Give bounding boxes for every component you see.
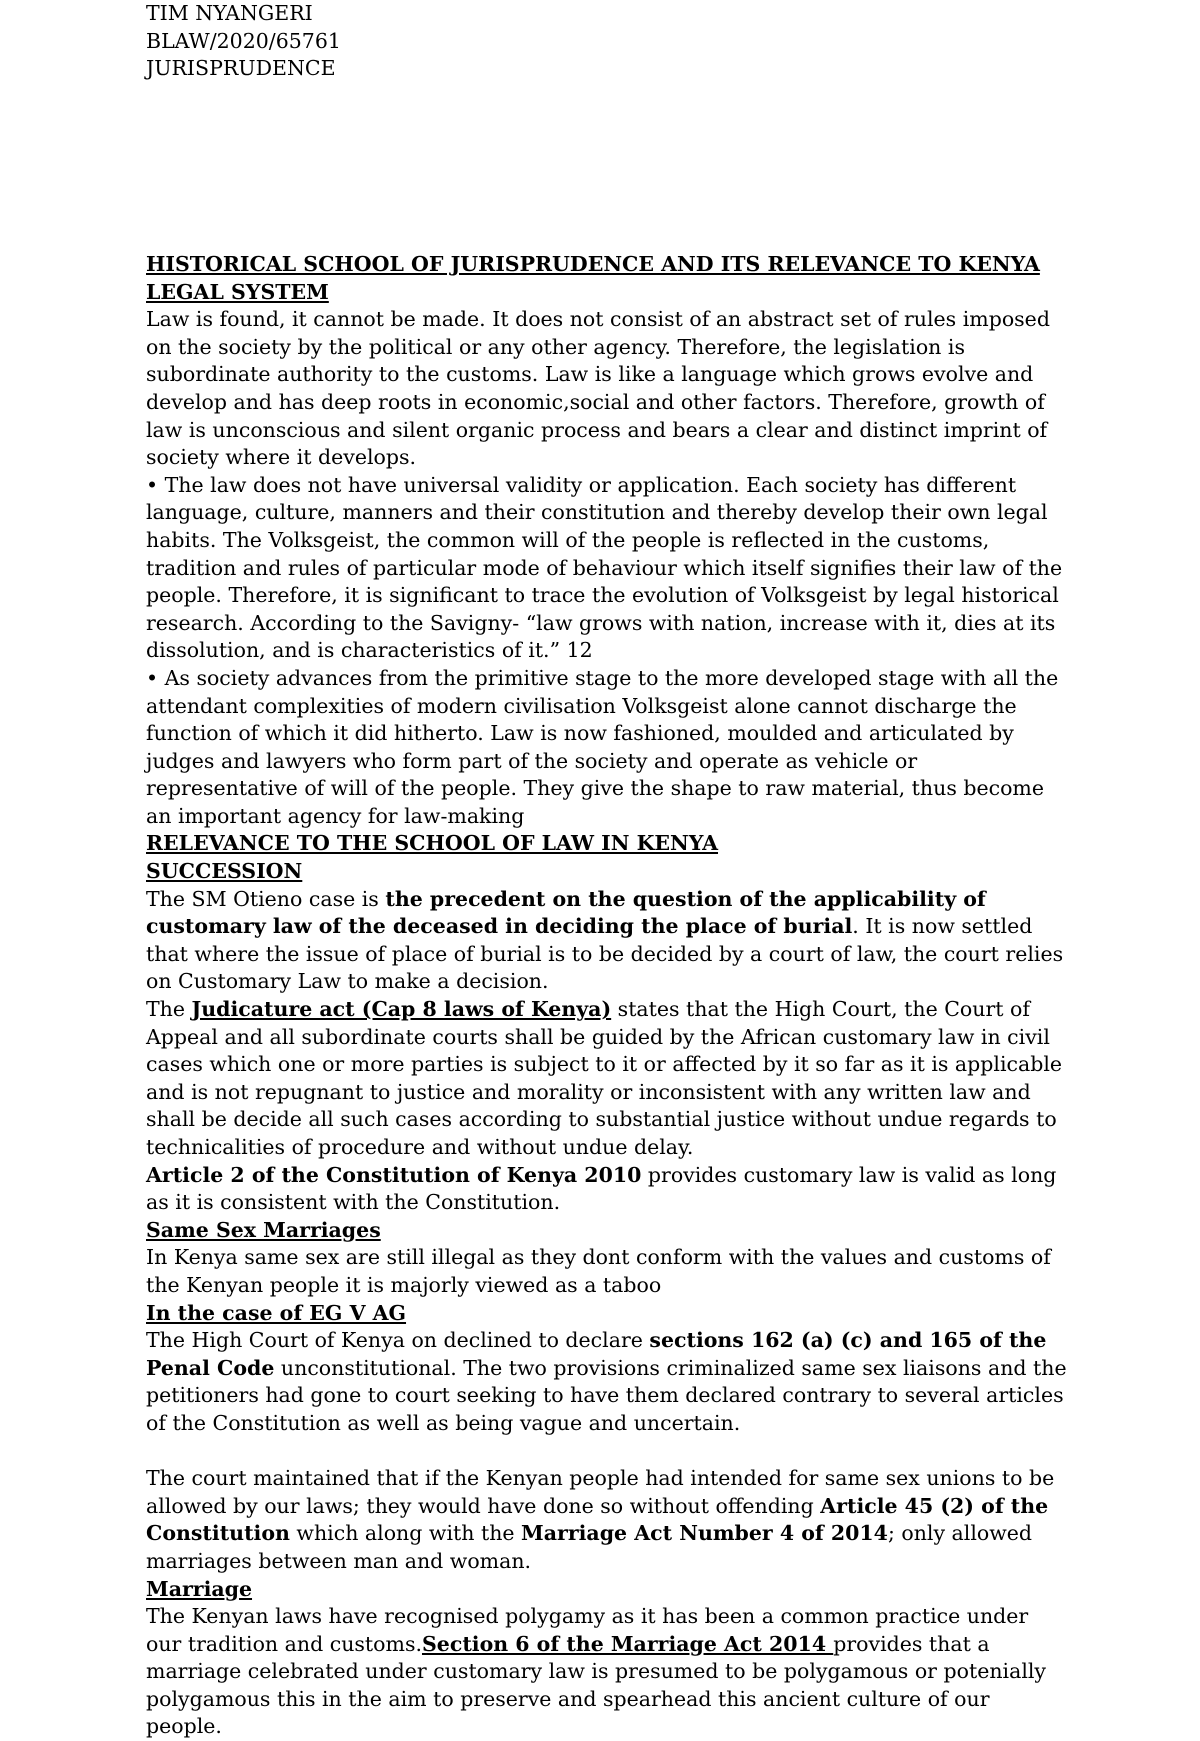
- text-run: The High Court of Kenya on declined to declare: [146, 1328, 650, 1353]
- text-run: unconstitutional. The two provisions criminalized same sex liaisons and the petitioners had gone to court seeking to have them declared contrary to several articles of the Constitution as well as being vague and uncertain.: [146, 1355, 1067, 1435]
- marriage-paragraph-1: [146, 1603, 1068, 1741]
- intro-bullet-2: • As society advances from the primitive stage to the more developed stage with all the attendant complexities of modern civilisation Volksgeist alone cannot discharge the function of which it did hitherto. Law is now fashioned, moulded and articulated by judges and lawyers who form part of the society and operate as vehicle or representative of will of the people. They give the shape to raw material, thus become an important agency for law-making: [146, 665, 1059, 828]
- text-run: . It is now settled that where the issue of place of burial is to be decided by a court of law, the court relies on Customary Law to make a decision.: [146, 914, 1064, 994]
- same-sex-paragraph-1: In Kenya same sex are still illegal as they dont conform with the values and customs of the Kenyan people it is majorly viewed as a taboo: [146, 1245, 1051, 1297]
- text-run: The SM Otieno case is: [146, 886, 386, 911]
- section-6-reference: Section 6 of the Marriage Act 2014: [421, 1631, 834, 1656]
- blank-line: [146, 1438, 1068, 1466]
- document-title: HISTORICAL SCHOOL OF JURISPRUDENCE AND ITS RELEVANCE TO KENYA LEGAL SYSTEM: [146, 252, 1040, 304]
- succession-heading: SUCCESSION: [146, 859, 303, 884]
- same-sex-heading: Same Sex Marriages: [146, 1217, 381, 1242]
- text-run: The: [146, 997, 192, 1022]
- case-heading: In the case of EG V AG: [146, 1300, 407, 1325]
- text-run: which along with the: [289, 1521, 522, 1546]
- penal-code-reference: sections 162 (a) (c) and 165 of the Penal Code: [146, 1328, 1047, 1380]
- article-45-reference: Article 45 (2) of the Constitution: [146, 1493, 1049, 1546]
- constitution-article-reference: Article 2 of the Constitution of Kenya 2010: [146, 1162, 642, 1187]
- succession-paragraph-3: [146, 1162, 1068, 1217]
- succession-paragraph-1: [146, 886, 1068, 996]
- author-name: TIM NYANGERI: [146, 1, 313, 25]
- judicature-act-reference: Judicature act (Cap 8 laws of Kenya): [191, 997, 612, 1022]
- text-run: The Kenyan laws have recognised polygamy as it has been a common practice under our tradition and customs.: [146, 1604, 1029, 1656]
- same-sex-paragraph-3: [146, 1465, 1068, 1575]
- course-subject: JURISPRUDENCE: [146, 56, 336, 80]
- relevance-heading: RELEVANCE TO THE SCHOOL OF LAW IN KENYA: [146, 831, 719, 856]
- text-run: provides that a marriage celebrated under customary law is presumed to be polygamous or potenially polygamous this in the aim to preserve and spearhead this ancient culture of our people.: [146, 1631, 1047, 1739]
- intro-paragraph-1: Law is found, it cannot be made. It does not consist of an abstract set of rules imposed on the society by the political or any other agency. Therefore, the legislation is subordinate authority to the customs. Law is like a language which grows evolve and develop and has deep roots in economic,social and other factors. Therefore, growth of law is unconscious and silent organic process and bears a clear and distinct imprint of society where it develops.: [146, 307, 1050, 470]
- intro-bullet-1: • The law does not have universal validity or application. Each society has different language, culture, manners and their constitution and thereby develop their own legal habits. The Volksgeist, the common will of the people is reflected in the customs, tradition and rules of particular mode of behaviour which itself signifies their law of the people. Therefore, it is significant to trace the evolution of Volksgeist by legal historical research. According to the Savigny- “law grows with nation, increase with it, dies at its dissolution, and is characteristics of it.” 12: [146, 472, 1063, 663]
- succession-paragraph-2: [146, 996, 1068, 1162]
- author-header: [146, 0, 341, 83]
- text-run: ; only allowed marriages between man and woman.: [146, 1521, 1033, 1573]
- bold-phrase: the precedent on the question of the applicability of customary law of the deceased in deciding the place of burial: [146, 886, 986, 939]
- document-body: [146, 251, 1068, 1741]
- text-run: The court maintained that if the Kenyan people had intended for same sex unions to be allowed by our laws; they would have done so without offending: [146, 1466, 1055, 1518]
- marriage-act-reference: Marriage Act Number 4 of 2014: [521, 1521, 888, 1546]
- registration-number: BLAW/2020/65761: [146, 28, 341, 53]
- text-run: states that the High Court, the Court of Appeal and all subordinate courts shall be guided by the African customary law in civil cases which one or more parties is subject to it or affected by it so far as it is applicable and is not repugnant to justice and morality or inconsistent with any written law and shall be decide all such cases according to substantial justice without undue regards to technicalities of procedure and without undue delay.: [146, 997, 1063, 1159]
- same-sex-paragraph-2: [146, 1327, 1068, 1437]
- text-run: provides customary law is valid as long as it is consistent with the Constitution.: [146, 1162, 1057, 1215]
- marriage-heading: Marriage: [146, 1576, 253, 1601]
